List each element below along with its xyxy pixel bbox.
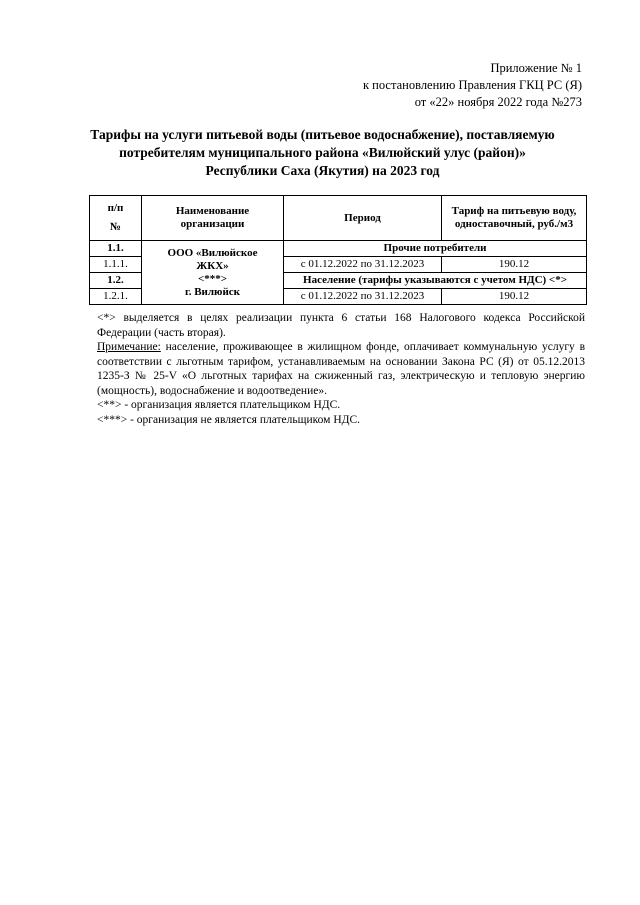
org-line-2: ЖКХ» <box>196 259 229 272</box>
header-number-line-1: п/п <box>107 202 124 214</box>
footnotes <box>97 311 585 427</box>
header-organization: Наименование организации <box>142 196 284 241</box>
org-line-3: <***> <box>197 272 228 285</box>
table-row <box>90 241 587 257</box>
appendix-header <box>363 60 582 111</box>
appendix-number: Приложение № 1 <box>490 61 582 75</box>
footnote-vat-allocated: <*> выделяется в целях реализации пункта 6 статьи 168 Налогового кодекса Российской Федерации (часть вторая). <box>97 312 585 339</box>
footnote-non-vat-payer: <***> - организация не является плательщиком НДС. <box>97 413 361 426</box>
header-tariff: Тариф на питьевую воду, одноставочный, руб./м3 <box>442 196 587 241</box>
organization-cell <box>142 241 284 305</box>
header-number-line-2: № <box>109 221 122 233</box>
group-label: Население (тарифы указываются с учетом НДС) <*> <box>284 273 587 289</box>
tariff-table <box>89 195 587 305</box>
org-line-4: г. Вилюйск <box>184 285 241 298</box>
remark-label: Примечание: <box>97 341 161 353</box>
row-number: 1.1. <box>90 241 142 257</box>
title-line-2: потребителям муниципального района «Вилюйский улус (район)» <box>119 145 526 160</box>
row-number: 1.2.1. <box>90 289 142 305</box>
group-label: Прочие потребители <box>284 241 587 257</box>
period-cell: с 01.12.2022 по 31.12.2023 <box>284 289 442 305</box>
tariff-value: 190.12 <box>442 289 587 305</box>
remark-text: население, проживающее в жилищном фонде, оплачивает коммунальную услугу в соответствии с льготным тарифом, устанавливаемым на основании Закона РС (Я) от 05.12.2013 1235-З № 25-V «О льготных тарифах на сжиженный газ, электрическую и тепловую энергию (мощность), водоснабжение и водоотведение». <box>97 341 585 397</box>
header-number <box>90 196 142 241</box>
period-cell: с 01.12.2022 по 31.12.2023 <box>284 257 442 273</box>
header-period: Период <box>284 196 442 241</box>
appendix-date: от «22» ноября 2022 года №273 <box>414 95 582 109</box>
title-line-1: Тарифы на услуги питьевой воды (питьевое водоснабжение), поставляемую <box>90 127 555 142</box>
footnote-vat-payer: <**> - организация является плательщиком НДС. <box>97 399 341 411</box>
title-line-3: Республики Саха (Якутия) на 2023 год <box>205 163 440 178</box>
document-title <box>60 126 585 180</box>
org-line-1: ООО «Вилюйское <box>167 246 258 259</box>
row-number: 1.1.1. <box>90 257 142 273</box>
tariff-value: 190.12 <box>442 257 587 273</box>
row-number: 1.2. <box>90 273 142 289</box>
remark <box>97 340 585 398</box>
appendix-resolution: к постановлению Правления ГКЦ РС (Я) <box>362 78 582 92</box>
table-header-row <box>90 196 587 241</box>
